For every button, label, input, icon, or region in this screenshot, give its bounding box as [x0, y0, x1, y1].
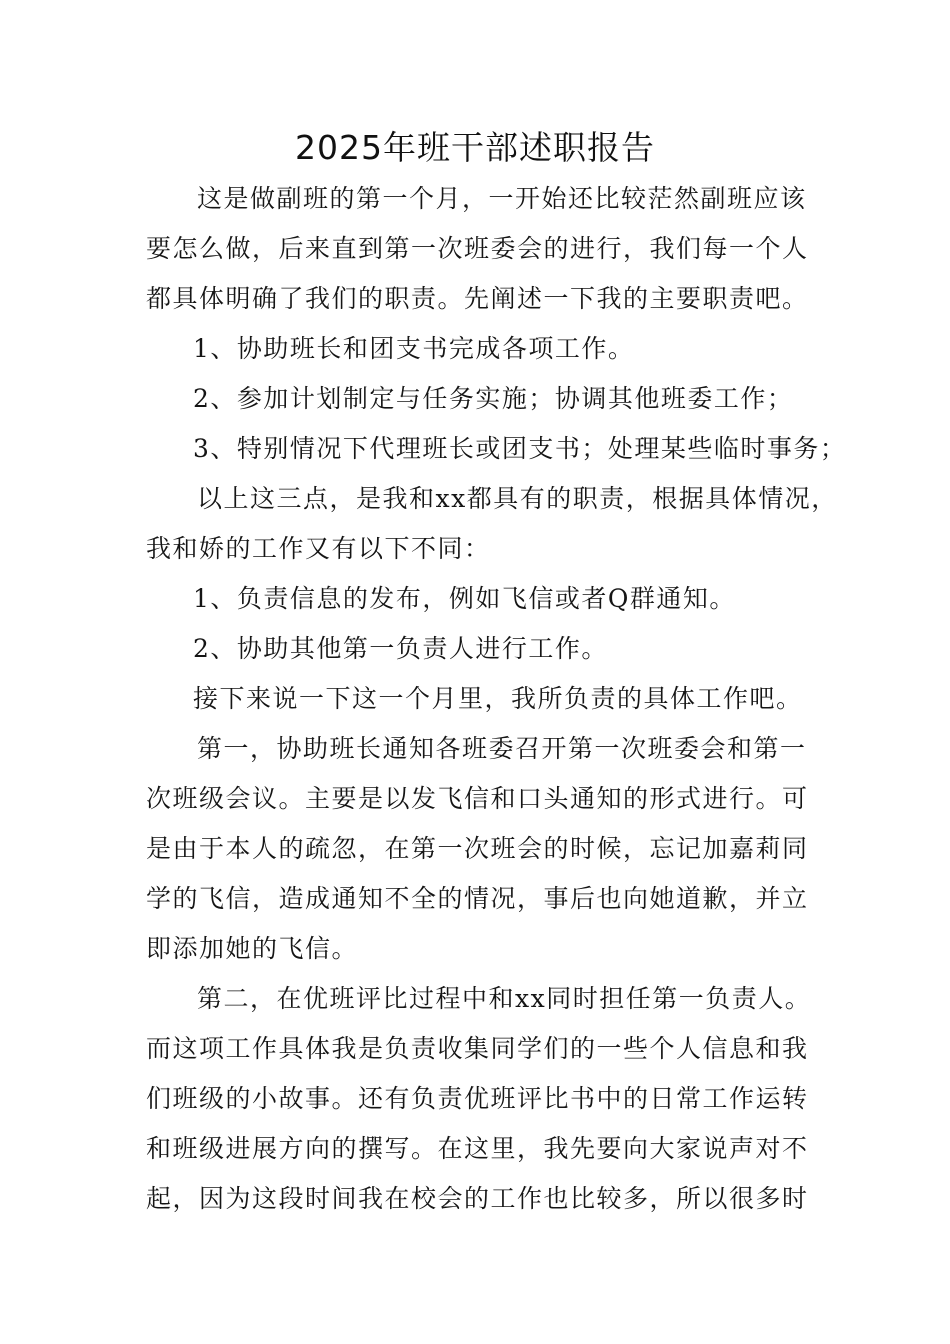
paragraph-line: 而这项工作具体我是负责收集同学们的一些个人信息和我 — [146, 1034, 809, 1063]
paragraph-line: 这是做副班的第一个月，一开始还比较茫然副班应该 — [197, 184, 807, 213]
paragraph-line: 接下来说一下这一个月里，我所负责的具体工作吧。 — [193, 684, 803, 713]
paragraph-line: 即添加她的飞信。 — [146, 934, 359, 963]
paragraph-line: 是由于本人的疏忽，在第一次班会的时候，忘记加嘉莉同 — [146, 834, 809, 863]
paragraph-line: 第一，协助班长通知各班委召开第一次班委会和第一 — [197, 734, 807, 763]
list-item: 2、协助其他第一负责人进行工作。 — [193, 634, 608, 663]
list-item: 3、特别情况下代理班长或团支书；处理某些临时事务； — [193, 434, 847, 463]
paragraph-line: 都具体明确了我们的职责。先阐述一下我的主要职责吧。 — [146, 284, 809, 313]
paragraph-line: 次班级会议。主要是以发飞信和口头通知的形式进行。可 — [146, 784, 809, 813]
paragraph-line: 第二，在优班评比过程中和xx同时担任第一负责人。 — [197, 984, 812, 1013]
paragraph-line: 们班级的小故事。还有负责优班评比书中的日常工作运转 — [146, 1084, 809, 1113]
paragraph-line: 以上这三点，是我和xx都具有的职责，根据具体情况， — [197, 484, 838, 513]
list-item: 1、协助班长和团支书完成各项工作。 — [193, 334, 635, 363]
document-title: 2025年班干部述职报告 — [295, 128, 655, 167]
list-item: 2、参加计划制定与任务实施；协调其他班委工作； — [193, 384, 794, 413]
paragraph-line: 我和娇的工作又有以下不同： — [146, 534, 491, 563]
paragraph-line: 学的飞信，造成通知不全的情况，事后也向她道歉，并立 — [146, 884, 809, 913]
paragraph-line: 要怎么做，后来直到第一次班委会的进行，我们每一个人 — [146, 234, 809, 263]
paragraph-line: 和班级进展方向的撰写。在这里，我先要向大家说声对不 — [146, 1134, 809, 1163]
paragraph-line: 起，因为这段时间我在校会的工作也比较多，所以很多时 — [146, 1184, 809, 1213]
list-item: 1、负责信息的发布，例如飞信或者Q群通知。 — [193, 584, 736, 613]
